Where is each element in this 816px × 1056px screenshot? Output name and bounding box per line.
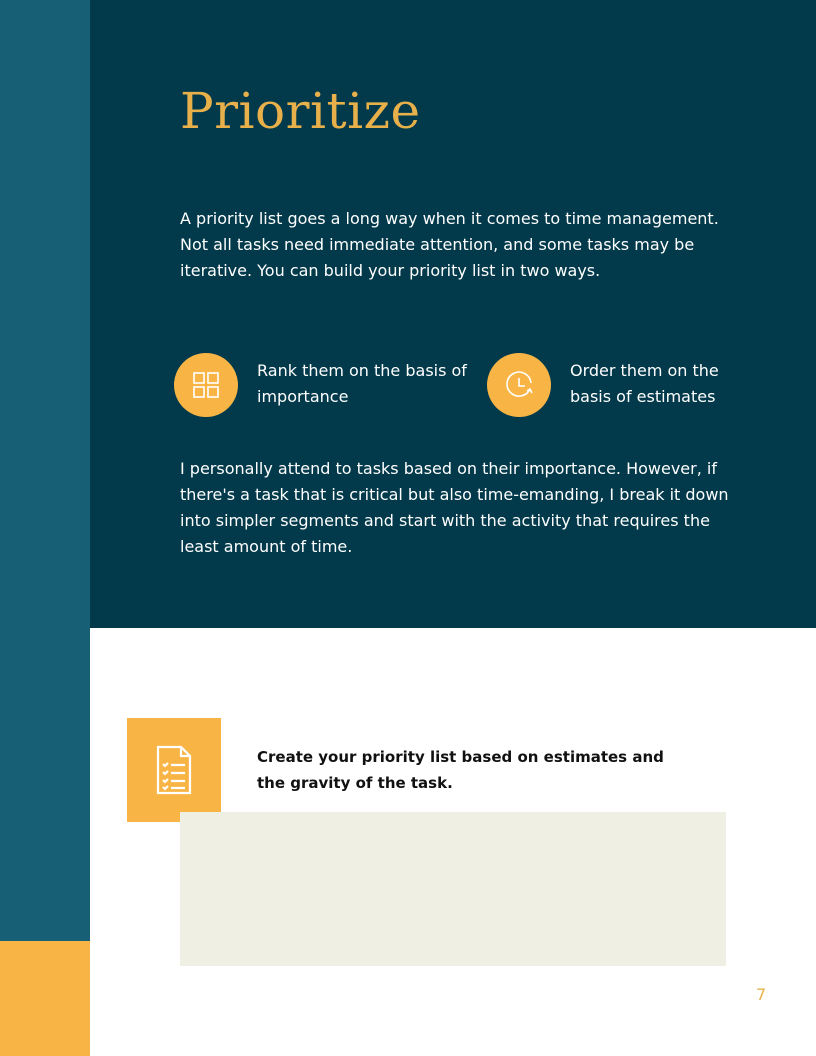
- page-title: Prioritize: [180, 82, 421, 140]
- checklist-icon: [154, 744, 194, 796]
- checklist-icon-box: [127, 718, 221, 822]
- clock-icon: [487, 353, 551, 417]
- option-order-label: Order them on the basis of estimates: [570, 361, 719, 406]
- option-rank-label: Rank them on the basis of importance: [257, 361, 467, 406]
- grid-icon: [174, 353, 238, 417]
- side-accent-block: [0, 941, 90, 1056]
- side-strip: [0, 0, 90, 941]
- intro-paragraph: A priority list goes a long way when it comes to time management. Not all tasks need immediate attention, and some tasks may be iterative. You can build your priority list in two ways.: [180, 209, 719, 280]
- callout-text: Create your priority list based on estimates and the gravity of the task.: [257, 748, 664, 792]
- body-paragraph: I personally attend to tasks based on their importance. However, if there's a task that is critical but also time-emanding, I break it down into simpler segments and start with the activity that requires the least amount of time.: [180, 459, 729, 556]
- page-number: 7: [756, 985, 767, 1004]
- notes-box[interactable]: [180, 812, 726, 966]
